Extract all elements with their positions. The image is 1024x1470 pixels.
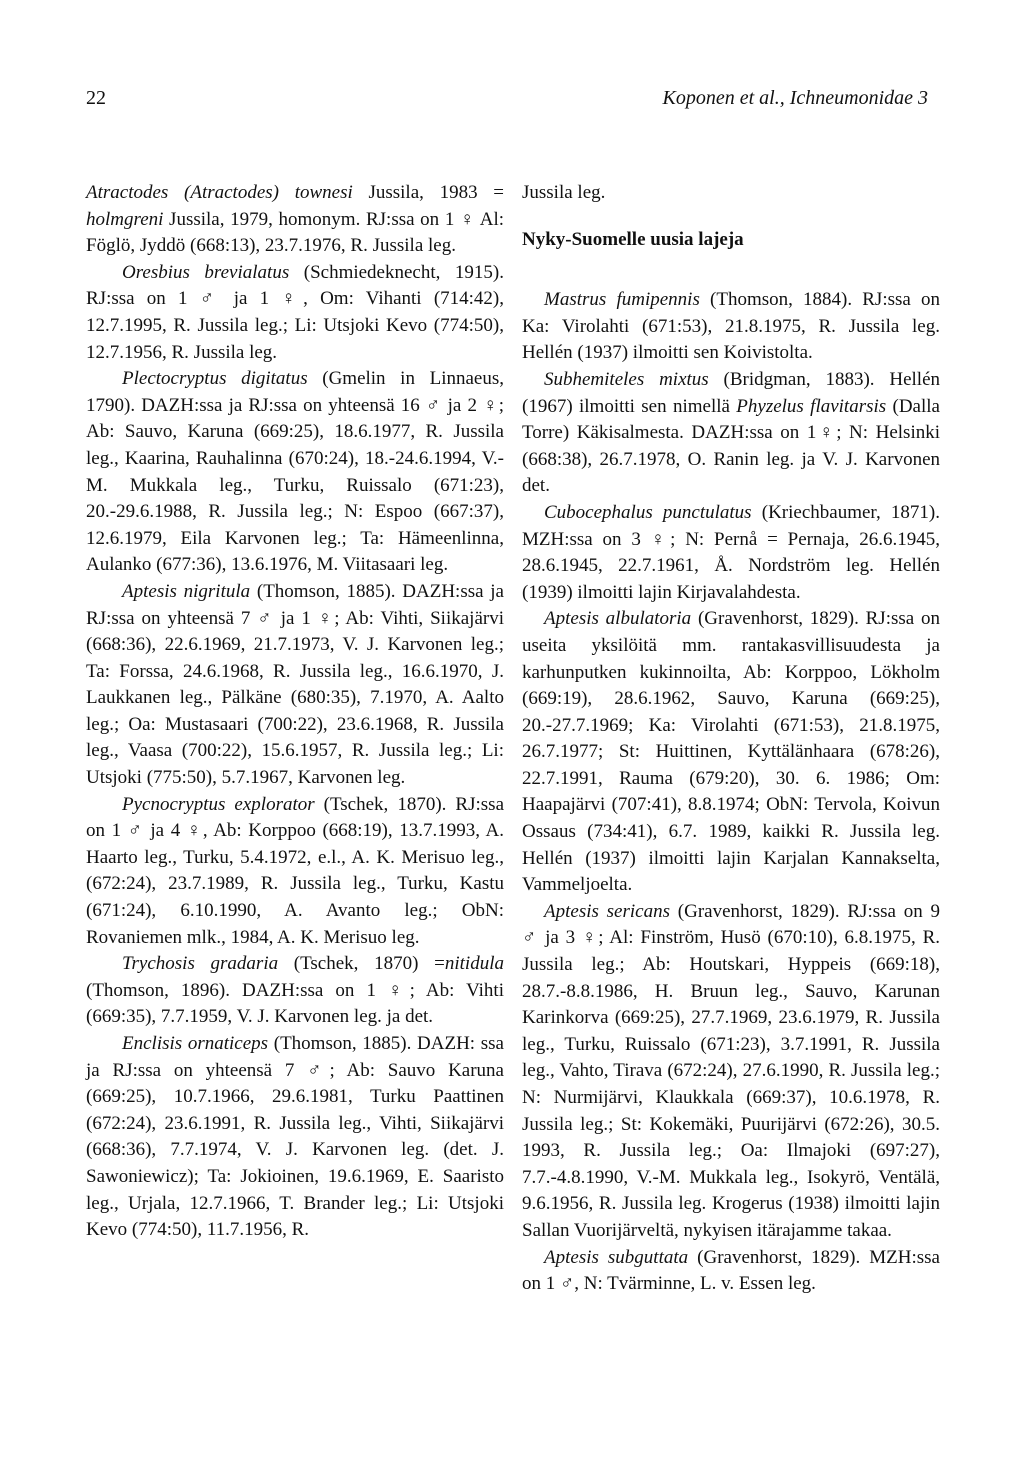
species-name: Aptesis nigritula <box>122 580 251 602</box>
species-name: Trychosis gradaria <box>122 953 279 975</box>
species-entry <box>86 579 504 792</box>
entry-text: (Gravenhorst, 1829). RJ:ssa on useita yksilöitä mm. rantakasvillisuudesta ja karhunputken kukinnoilta, Ab: Korppoo, Lökholm (669:19), 28.6.1962, Sauvo, Karuna (669:25), 20.-27.7.1969; Ka: Virolahti (671:53), 21.8.1975, 26.7.1977; St: Huittinen, Kyttälänhaara (678:26), 22.7.1991, Rauma (679:20), 30. 6. 1986; Om: Haapajärvi (707:41), 8.8.1974; ObN: Tervola, Koivun Ossaus (734:41), 6.7. 1989, kaikki R. Jussila leg. Hellén (1937) ilmoitti lajin Karjalan Kannakselta, Vammeljoelta. <box>522 608 940 896</box>
entry-text: (Thomson, 1884). RJ:ssa on Ka: Virolahti (671:53), 21.8.1975, R. Jussila leg. Hellén (1937) ilmoitti sen Koivistolta. <box>522 289 940 364</box>
species-name: Plectocryptus digitatus <box>122 368 308 390</box>
species-entry <box>86 366 504 579</box>
species-entry <box>522 1245 940 1298</box>
species-entry <box>86 1031 504 1244</box>
species-entry <box>522 500 940 606</box>
continuation-text: Jussila leg. <box>522 182 606 203</box>
species-name: Subhemiteles mixtus <box>544 368 709 390</box>
species-entry <box>86 180 504 260</box>
entry-text: (Thomson, 1896). DAZH:ssa on 1 ♀; Ab: Vihti (669:35), 7.7.1959, V. J. Karvonen leg. ja det. <box>86 979 504 1028</box>
species-name: Oresbius brevialatus <box>122 261 290 283</box>
running-title: Koponen et al., Ichneumonidae 3 <box>662 87 928 109</box>
entry-text: (Dalla Torre) Käkisalmesta. DAZH:ssa on 1♀; N: Helsinki (668:38), 26.7.1978, O. Ranin leg. ja V. J. Karvonen det. <box>522 395 940 497</box>
species-entry <box>522 606 940 899</box>
species-name: Pycnocryptus explorator <box>122 793 315 815</box>
species-name: Aptesis sericans <box>544 900 670 922</box>
entry-text: (Kriechbaumer, 1871). MZH:ssa on 3 ♀; N: Pernå = Pernaja, 26.6.1945, 28.6.1945, 22.7.1961, Å. Nordström leg. Hellén (1939) ilmoitti lajin Kirjavalahdesta. <box>522 501 940 603</box>
species-entry <box>522 287 940 367</box>
species-entry <box>522 899 940 1245</box>
species-synonym: holmgreni <box>86 208 164 230</box>
species-name: Mastrus fumipennis <box>544 289 700 311</box>
entry-text: (Bridgman, 1883). Hellén (1967) ilmoitti sen nimellä <box>522 368 941 417</box>
page-number: 22 <box>86 87 106 109</box>
right-column <box>522 180 940 1298</box>
entry-text: (Gmelin in Linnaeus, 1790). DAZH:ssa ja RJ:ssa on yhteensä 16 ♂ ja 2 ♀; Ab: Sauvo, Karuna (669:25), 18.6.1977, R. Jussila leg., Kaarina, Rauhalinna (670:24), 18.-24.6.1994, V.-M. Mukkala leg., Turku, Ruissalo (671:23), 20.-29.6.1988, R. Jussila leg.; N: Espoo (667:37), 12.6.1979, Eila Karvonen leg.; Ta: Hämeenlinna, Aulanko (677:36), 13.6.1976, M. Viitasaari leg. <box>86 368 504 576</box>
entry-text: (Thomson, 1885). DAZH:ssa ja RJ:ssa on yhteensä 7 ♂ ja 1 ♀; Ab: Vihti, Siikajärvi (668:36), 22.6.1969, 21.7.1973, V. J. Karvonen leg.; Ta: Forssa, 24.6.1968, R. Jussila leg., 16.6.1970, J. Laukkanen leg., Pälkäne (680:35), 7.1970, A. Aalto leg.; Oa: Mustasaari (700:22), 23.6.1968, R. Jussila leg., Vaasa (700:22), 15.6.1957, R. Jussila leg.; Li: Utsjoki (775:50), 5.7.1967, Karvonen leg. <box>86 580 504 789</box>
entry-text: (Tschek, 1870). RJ:ssa on 1 ♂ ja 4 ♀, Ab: Korppoo (668:19), 13.7.1993, A. Haarto leg., Turku, 5.4.1972, e.l., A. K. Merisuo leg., (672:24), 23.7.1989, R. Jussila leg., Turku, Kastu (671:24), 6.10.1990, A. Avanto leg.; ObN: Rovaniemen mlk., 1984, A. K. Merisuo leg. <box>86 793 504 948</box>
species-name: Enclisis ornaticeps <box>122 1033 269 1054</box>
entry-text: (Gravenhorst, 1829). RJ:ssa on 9 ♂ ja 3 ♀; Al: Finström, Husö (670:10), 6.8.1975, R. Jussila leg.; Ab: Houtskari, Hyppeis (669:18), 28.7.-8.8.1986, H. Bruun leg., Sauvo, Karunan Karinkorva (669:25), 27.7.1969, 23.6.1979, R. Jussila leg., Turku, Ruissalo (671:23), 3.7.1991, R. Jussila leg., Vahto, Tirava (672:24), 27.6.1990, R. Jussila leg.; N: Nurmijärvi, Klaukkala (669:37), 10.6.1978, R. Jussila leg.; St: Kokemäki, Puurijärvi (672:26), 30.5. 1993, R. Jussila leg.; Oa: Ilmajoki (697:27), 7.7.-4.8.1990, V.-M. Mukkala leg., Isokyrö, Ventälä, 9.6.1956, R. Jussila leg. Krogerus (1938) ilmoitti lajin Sallan Vuorijärveltä, nykyisen itärajamme takaa. <box>522 900 941 1241</box>
species-entry <box>522 367 940 500</box>
entry-text: (Tschek, 1870) = <box>278 953 445 975</box>
species-synonym: nitidula <box>444 953 504 975</box>
entry-text: (Gravenhorst, 1829). MZH:ssa on 1 ♂, N: Tvärminne, L. v. Essen leg. <box>522 1246 940 1295</box>
section-heading: Nyky-Suomelle uusia lajeja <box>522 228 744 250</box>
species-entry <box>86 792 504 952</box>
species-synonym: Phyzelus flavitarsis <box>736 395 887 417</box>
entry-text: Jussila, 1983 = <box>352 182 504 203</box>
entry-text: Jussila, 1979, homonym. RJ:ssa on 1 ♀ Al: Föglö, Jyddö (668:13), 23.7.1976, R. Jussila leg. <box>86 208 504 257</box>
entry-text: (Thomson, 1885). DAZH: ssa ja RJ:ssa on yhteensä 7 ♂; Ab: Sauvo Karuna (669:25), 10.7.1966, 29.6.1981, Turku Paattinen (672:24), 23.6.1991, R. Jussila leg., Vihti, Siikajärvi (668:36), 7.7.1974, V. J. Karvonen leg. (det. J. Sawoniewicz); Ta: Jokioinen, 19.6.1969, E. Saaristo leg., Urjala, 12.7.1966, T. Brander leg.; Li: Utsjoki Kevo (774:50), 11.7.1956, R. <box>86 1033 504 1241</box>
entry-text: (Schmiedeknecht, 1915). RJ:ssa on 1 ♂ ja 1 ♀, Om: Vihanti (714:42), 12.7.1995, R. Jussila leg.; Li: Utsjoki Kevo (774:50), 12.7.1956, R. Jussila leg. <box>86 261 504 363</box>
species-name: Aptesis albulatoria <box>544 608 692 630</box>
left-column <box>86 180 504 1244</box>
species-entry <box>86 260 504 366</box>
species-entry <box>86 951 504 1031</box>
species-name: Atractodes (Atractodes) townesi <box>86 182 353 203</box>
species-name: Cubocephalus punctulatus <box>544 501 752 523</box>
species-name: Aptesis subguttata <box>544 1246 689 1268</box>
